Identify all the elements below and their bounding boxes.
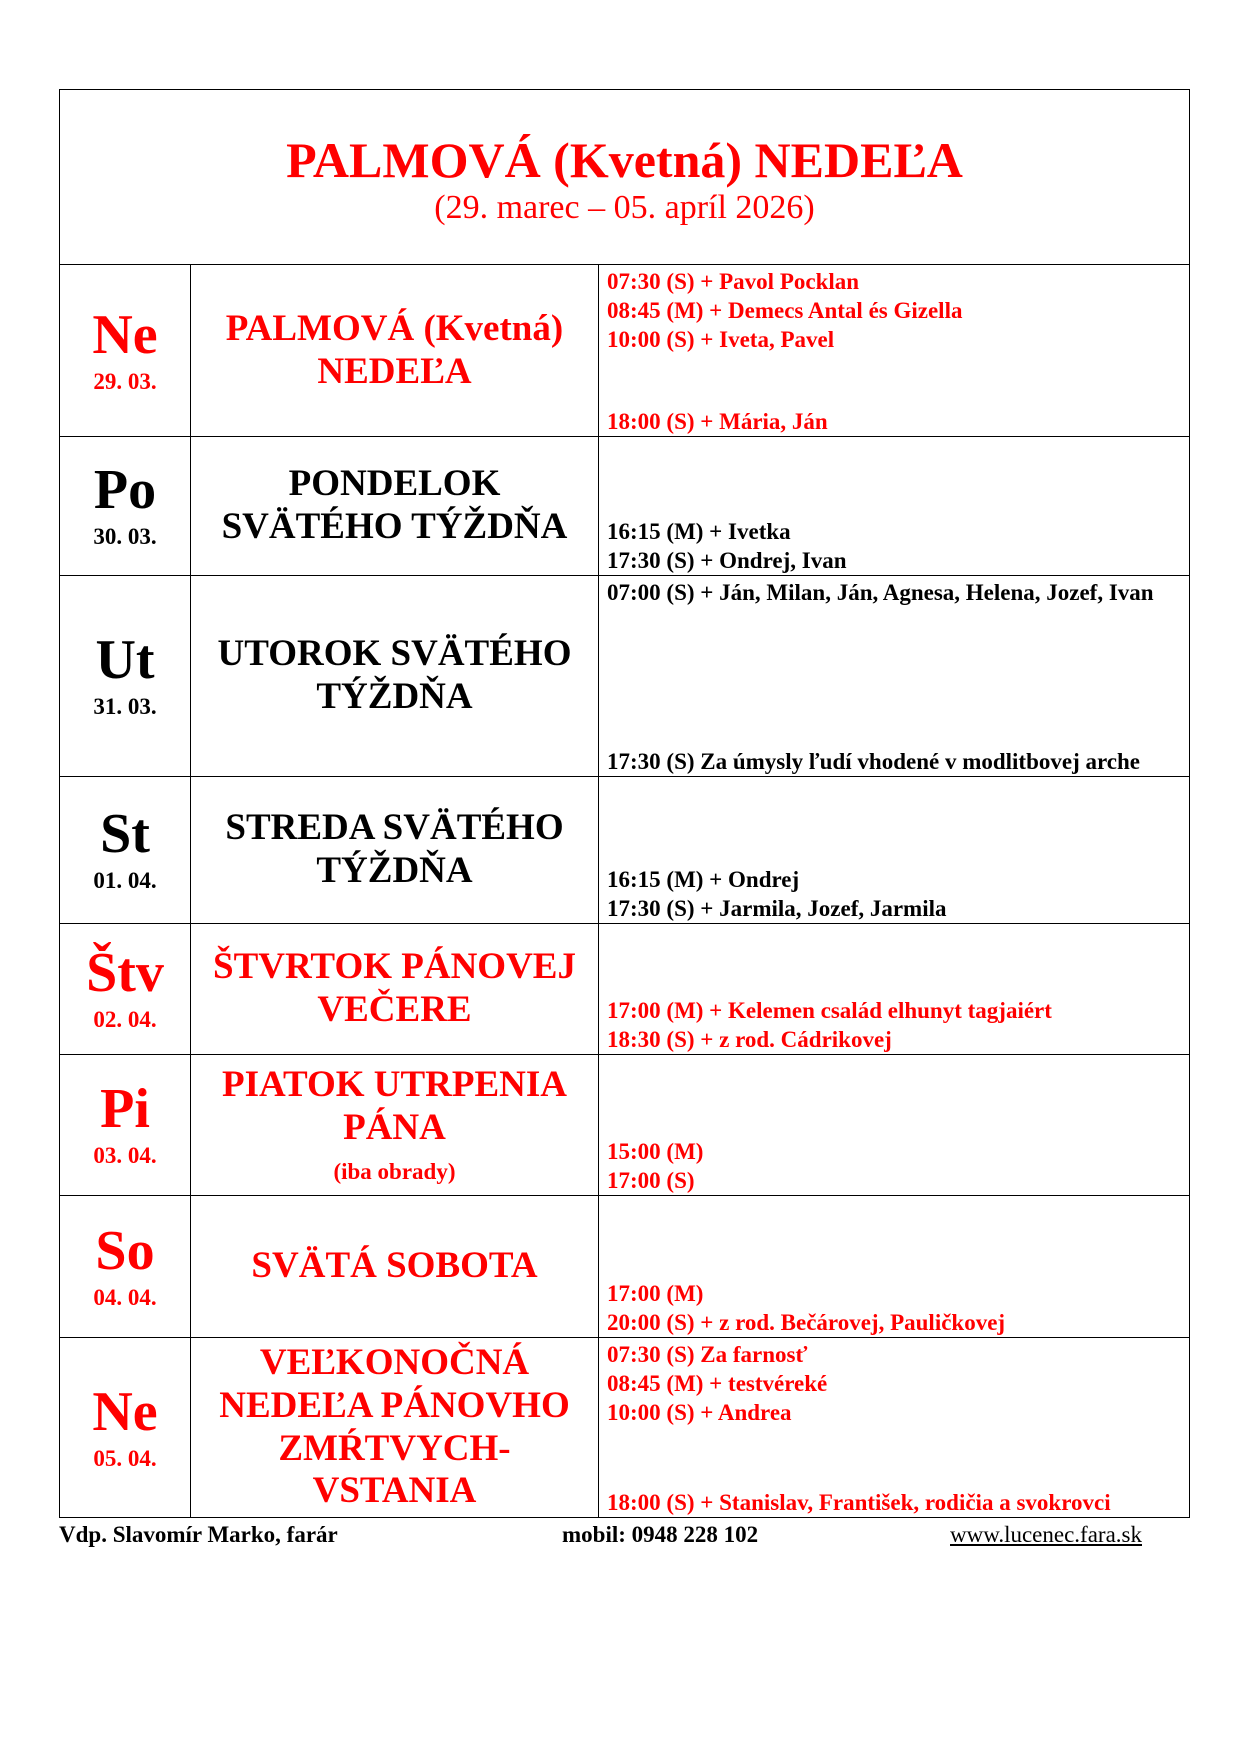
day-cell (60, 265, 191, 437)
mass-entry: 07:30 (S) Za farnosť (607, 1342, 808, 1367)
mass-top (607, 267, 1181, 354)
day-date: 31. 03. (93, 694, 157, 719)
day-row (60, 437, 1190, 576)
day-title-line: PIATOK UTRPENIA (221, 1064, 568, 1106)
day-cell (60, 1055, 191, 1196)
day-title (191, 1055, 599, 1196)
day-abbr: St (100, 803, 150, 865)
mass-entry: 17:00 (M) (607, 1281, 704, 1306)
day-cell (60, 437, 191, 576)
mass-entry: 08:45 (M) + Demecs Antal és Gizella (607, 298, 963, 323)
day-title-line: SVÄTÁ SOBOTA (251, 1245, 538, 1287)
mass-entry: 15:00 (M) (607, 1139, 704, 1164)
day-abbr: Štv (86, 942, 164, 1004)
day-abbr: Ne (92, 1380, 158, 1443)
mass-list (599, 265, 1190, 437)
mass-bottom (607, 1488, 1181, 1517)
day-title-line: PALMOVÁ (Kvetná) (225, 307, 564, 349)
mass-entry: 17:00 (M) + Kelemen család elhunyt tagjaiért (607, 998, 1052, 1023)
mass-list (599, 1338, 1190, 1518)
mass-entry: 16:15 (M) + Ivetka (607, 519, 791, 544)
day-title (191, 777, 599, 924)
mass-bottom (607, 747, 1181, 776)
day-row (60, 1338, 1190, 1518)
mass-bottom (607, 517, 1181, 575)
mass-list (599, 1196, 1190, 1338)
mass-entry: 16:15 (M) + Ondrej (607, 867, 800, 892)
day-title-line: PÁNA (343, 1106, 446, 1148)
day-title-line: TÝŽDŇA (316, 850, 473, 891)
day-date: 01. 04. (93, 868, 157, 893)
priest-name: Vdp. Slavomír Marko, farár (59, 1522, 338, 1547)
day-date: 02. 04. (93, 1007, 157, 1032)
mass-top (607, 1340, 1181, 1427)
mass-entry: 18:30 (S) + z rod. Cádrikovej (607, 1027, 892, 1052)
mass-entry: 10:00 (S) + Iveta, Pavel (607, 327, 835, 352)
day-title (191, 924, 599, 1055)
day-cell (60, 1338, 191, 1518)
mass-entry: 17:30 (S) + Jarmila, Jozef, Jarmila (607, 896, 947, 921)
mass-entry: 20:00 (S) + z rod. Bečárovej, Pauličkovej (607, 1310, 1006, 1335)
mass-bottom (607, 407, 1181, 436)
day-row (60, 265, 1190, 437)
day-title (191, 1196, 599, 1338)
day-date: 04. 04. (93, 1284, 157, 1310)
mass-bottom (607, 865, 1181, 923)
day-title-line: SVÄTÉHO TÝŽDŇA (221, 506, 568, 547)
day-title-line: STREDA SVÄTÉHO (225, 807, 564, 849)
mass-bottom (607, 1137, 1181, 1195)
mass-entry: 17:30 (S) + Ondrej, Ivan (607, 548, 847, 573)
phone-number: mobil: 0948 228 102 (562, 1522, 759, 1547)
day-row (60, 1196, 1190, 1338)
mass-entry: 18:00 (S) + Mária, Ján (607, 409, 828, 434)
mass-entry: 10:00 (S) + Andrea (607, 1400, 792, 1425)
day-cell (60, 924, 191, 1055)
day-title-line: UTOROK SVÄTÉHO (217, 633, 572, 675)
mass-bottom (607, 996, 1181, 1054)
header-row (60, 90, 1190, 265)
day-title-line: ZMŔTVYCH- (278, 1427, 511, 1469)
day-title (191, 437, 599, 576)
website-link[interactable]: www.lucenec.fara.sk (950, 1522, 1142, 1547)
day-date: 30. 03. (93, 524, 157, 549)
day-title-line: TÝŽDŇA (316, 676, 473, 717)
day-abbr: So (95, 1219, 155, 1282)
day-title-line: VEĽKONOČNÁ (259, 1342, 530, 1384)
mass-list (599, 1055, 1190, 1196)
day-cell (60, 576, 191, 777)
mass-entry: 18:00 (S) + Stanislav, František, rodičia a svokrovci (607, 1490, 1111, 1515)
day-row (60, 576, 1190, 777)
day-abbr: Ne (92, 303, 158, 366)
day-date: 29. 03. (93, 368, 157, 394)
mass-entry: 17:00 (S) (607, 1168, 695, 1193)
day-date: 03. 04. (93, 1143, 157, 1168)
mass-bottom (607, 1279, 1181, 1337)
day-title-line: PONDELOK (288, 463, 501, 505)
day-title (191, 576, 599, 777)
day-title (191, 1338, 599, 1518)
page-title: PALMOVÁ (Kvetná) NEDEĽA (286, 132, 963, 189)
day-abbr: Pi (100, 1078, 150, 1140)
day-row (60, 1055, 1190, 1196)
date-range: (29. marec – 05. apríl 2026) (434, 189, 815, 227)
day-cell (60, 1196, 191, 1338)
day-title-line: VEČERE (317, 989, 472, 1030)
mass-entry: 17:30 (S) Za úmysly ľudí vhodené v modlitbovej arche (607, 749, 1140, 774)
schedule-table (59, 89, 1190, 1518)
day-cell (60, 777, 191, 924)
mass-entry: 08:45 (M) + testvéreké (607, 1371, 828, 1396)
mass-list (599, 924, 1190, 1055)
day-title-line: NEDEĽA PÁNOVHO (219, 1384, 570, 1426)
day-row (60, 924, 1190, 1055)
day-note: (iba obrady) (333, 1159, 456, 1185)
day-title-line: NEDEĽA (317, 350, 472, 392)
day-title-line: VSTANIA (312, 1470, 477, 1512)
day-title (191, 265, 599, 437)
day-row (60, 777, 1190, 924)
mass-list (599, 576, 1190, 777)
mass-top (607, 578, 1181, 607)
day-abbr: Ut (95, 629, 155, 691)
mass-list (599, 777, 1190, 924)
mass-entry: 07:00 (S) + Ján, Milan, Ján, Agnesa, Helena, Jozef, Ivan (607, 580, 1154, 605)
day-title-line: ŠTVRTOK PÁNOVEJ (213, 946, 576, 988)
day-abbr: Po (93, 459, 157, 521)
mass-entry: 07:30 (S) + Pavol Pocklan (607, 269, 860, 294)
mass-list (599, 437, 1190, 576)
day-date: 05. 04. (93, 1445, 157, 1471)
